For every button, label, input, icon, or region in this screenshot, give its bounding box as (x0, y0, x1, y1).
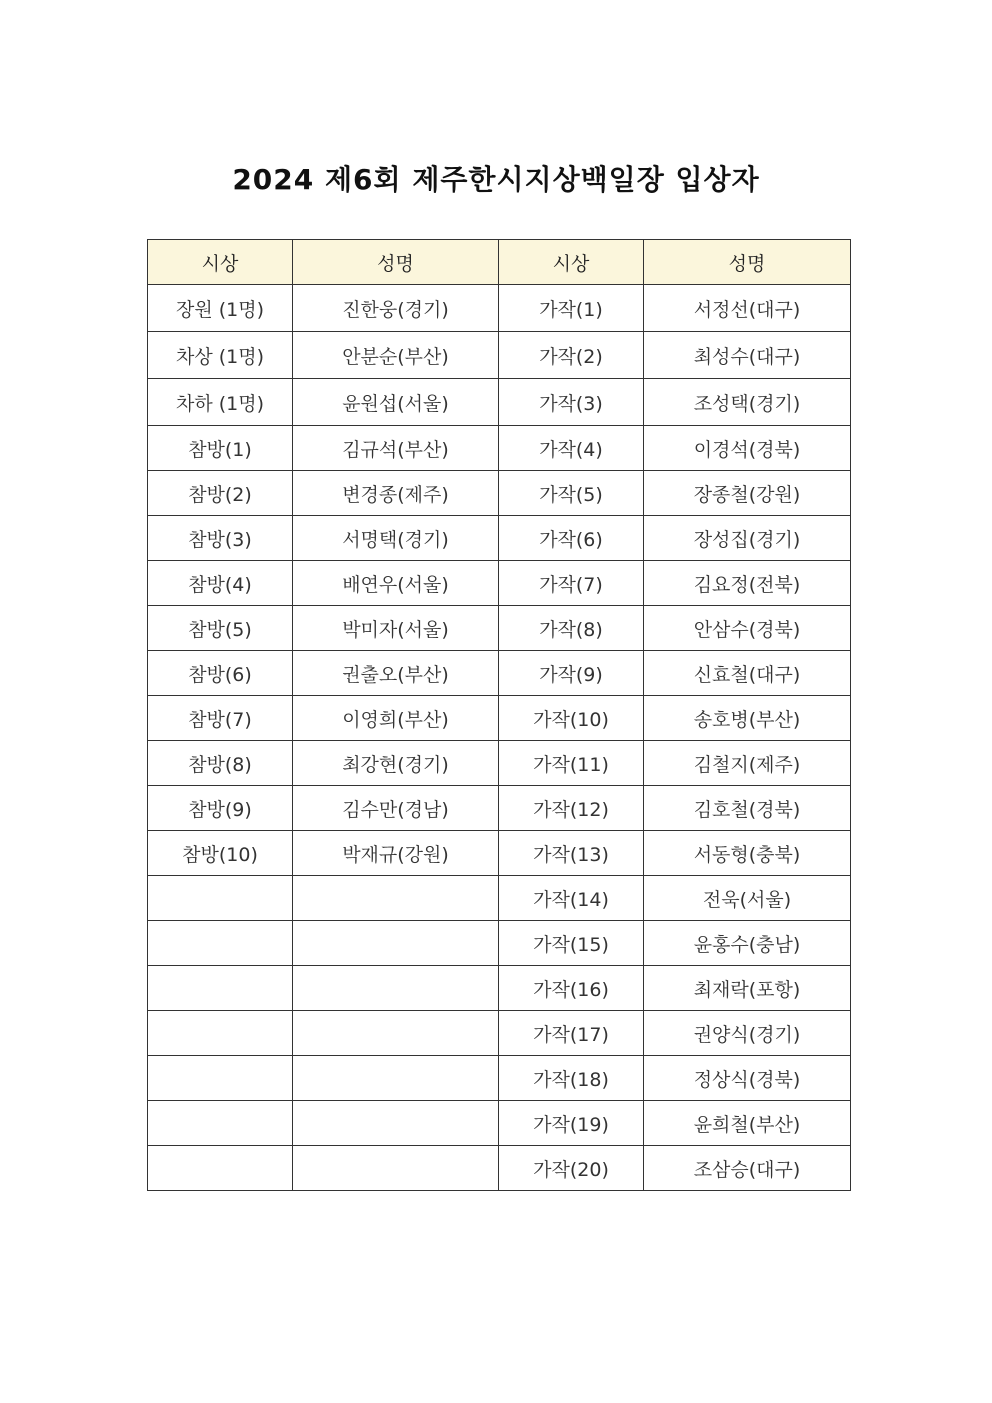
cell-award-left: 참방(7) (148, 696, 293, 741)
cell-name-left: 안분순(부산) (293, 332, 499, 379)
cell-award-left: 장원 (1명) (148, 285, 293, 332)
table-row (148, 1056, 851, 1101)
cell-award-right: 가작(5) (499, 471, 644, 516)
cell-award-left: 참방(3) (148, 516, 293, 561)
cell-award-right: 가작(19) (499, 1101, 644, 1146)
cell-award-right: 가작(6) (499, 516, 644, 561)
table-row (148, 379, 851, 426)
table-row (148, 831, 851, 876)
cell-award-left: 차하 (1명) (148, 379, 293, 426)
cell-award-right: 가작(7) (499, 561, 644, 606)
cell-name-left: 서명택(경기) (293, 516, 499, 561)
cell-name-right: 윤희철(부산) (644, 1101, 851, 1146)
cell-award-right: 가작(20) (499, 1146, 644, 1191)
cell-award-right: 가작(3) (499, 379, 644, 426)
cell-award-right: 가작(2) (499, 332, 644, 379)
cell-name-left (293, 1056, 499, 1101)
table-header (148, 240, 851, 285)
cell-award-left (148, 966, 293, 1011)
cell-award-left (148, 1056, 293, 1101)
winners-table (147, 239, 851, 1191)
cell-award-left: 참방(1) (148, 426, 293, 471)
cell-award-left: 참방(6) (148, 651, 293, 696)
table-row (148, 516, 851, 561)
table-row (148, 1101, 851, 1146)
header-name-right: 성명 (644, 240, 851, 285)
cell-name-left (293, 876, 499, 921)
header-award-left: 시상 (148, 240, 293, 285)
table-row (148, 966, 851, 1011)
cell-name-right: 조삼승(대구) (644, 1146, 851, 1191)
cell-award-right: 가작(10) (499, 696, 644, 741)
cell-name-right: 이경석(경북) (644, 426, 851, 471)
cell-award-left (148, 921, 293, 966)
cell-name-right: 김요정(전북) (644, 561, 851, 606)
cell-award-right: 가작(11) (499, 741, 644, 786)
cell-award-left: 참방(10) (148, 831, 293, 876)
table-row (148, 921, 851, 966)
cell-award-right: 가작(1) (499, 285, 644, 332)
header-name-left: 성명 (293, 240, 499, 285)
table-row (148, 741, 851, 786)
cell-award-right: 가작(8) (499, 606, 644, 651)
cell-name-left: 윤원섭(서울) (293, 379, 499, 426)
table-row (148, 561, 851, 606)
cell-name-right: 권양식(경기) (644, 1011, 851, 1056)
table-body (148, 285, 851, 1191)
cell-name-left (293, 921, 499, 966)
table-row (148, 651, 851, 696)
cell-name-right: 전욱(서울) (644, 876, 851, 921)
cell-award-left: 참방(5) (148, 606, 293, 651)
cell-name-right: 안삼수(경북) (644, 606, 851, 651)
page-title: 2024 제6회 제주한시지상백일장 입상자 (232, 163, 760, 196)
table-row (148, 786, 851, 831)
cell-name-right: 서정선(대구) (644, 285, 851, 332)
cell-award-left (148, 876, 293, 921)
cell-name-left: 김수만(경남) (293, 786, 499, 831)
cell-award-left: 참방(8) (148, 741, 293, 786)
table-row (148, 696, 851, 741)
cell-award-right: 가작(12) (499, 786, 644, 831)
header-award-right: 시상 (499, 240, 644, 285)
cell-name-left: 권출오(부산) (293, 651, 499, 696)
cell-name-right: 최성수(대구) (644, 332, 851, 379)
cell-award-right: 가작(18) (499, 1056, 644, 1101)
cell-award-left: 참방(2) (148, 471, 293, 516)
cell-name-left: 변경종(제주) (293, 471, 499, 516)
cell-award-left (148, 1101, 293, 1146)
cell-award-right: 가작(16) (499, 966, 644, 1011)
table-row (148, 285, 851, 332)
cell-name-right: 정상식(경북) (644, 1056, 851, 1101)
cell-name-right: 김호철(경북) (644, 786, 851, 831)
table-row (148, 1146, 851, 1191)
cell-name-left: 박미자(서울) (293, 606, 499, 651)
cell-award-left (148, 1011, 293, 1056)
table-row (148, 471, 851, 516)
cell-name-right: 김철지(제주) (644, 741, 851, 786)
cell-award-right: 가작(13) (499, 831, 644, 876)
cell-name-left: 박재규(강원) (293, 831, 499, 876)
cell-award-left: 참방(4) (148, 561, 293, 606)
cell-name-left: 진한웅(경기) (293, 285, 499, 332)
cell-award-right: 가작(17) (499, 1011, 644, 1056)
cell-name-left (293, 966, 499, 1011)
cell-name-left: 최강현(경기) (293, 741, 499, 786)
cell-award-left: 차상 (1명) (148, 332, 293, 379)
table-row (148, 876, 851, 921)
cell-award-left: 참방(9) (148, 786, 293, 831)
cell-award-right: 가작(14) (499, 876, 644, 921)
cell-name-left (293, 1101, 499, 1146)
table-row (148, 426, 851, 471)
cell-name-right: 조성택(경기) (644, 379, 851, 426)
cell-name-right: 서동형(충북) (644, 831, 851, 876)
table-row (148, 1011, 851, 1056)
cell-award-right: 가작(15) (499, 921, 644, 966)
cell-award-left (148, 1146, 293, 1191)
cell-name-right: 윤홍수(충남) (644, 921, 851, 966)
cell-name-right: 신효철(대구) (644, 651, 851, 696)
cell-name-right: 송호병(부산) (644, 696, 851, 741)
table-row (148, 332, 851, 379)
table-row (148, 606, 851, 651)
cell-name-left: 배연우(서울) (293, 561, 499, 606)
cell-name-right: 장성집(경기) (644, 516, 851, 561)
cell-name-left: 이영희(부산) (293, 696, 499, 741)
cell-name-left (293, 1146, 499, 1191)
cell-name-left (293, 1011, 499, 1056)
cell-name-right: 장종철(강원) (644, 471, 851, 516)
cell-award-right: 가작(4) (499, 426, 644, 471)
cell-name-right: 최재락(포항) (644, 966, 851, 1011)
cell-name-left: 김규석(부산) (293, 426, 499, 471)
cell-award-right: 가작(9) (499, 651, 644, 696)
header-row (148, 240, 851, 285)
